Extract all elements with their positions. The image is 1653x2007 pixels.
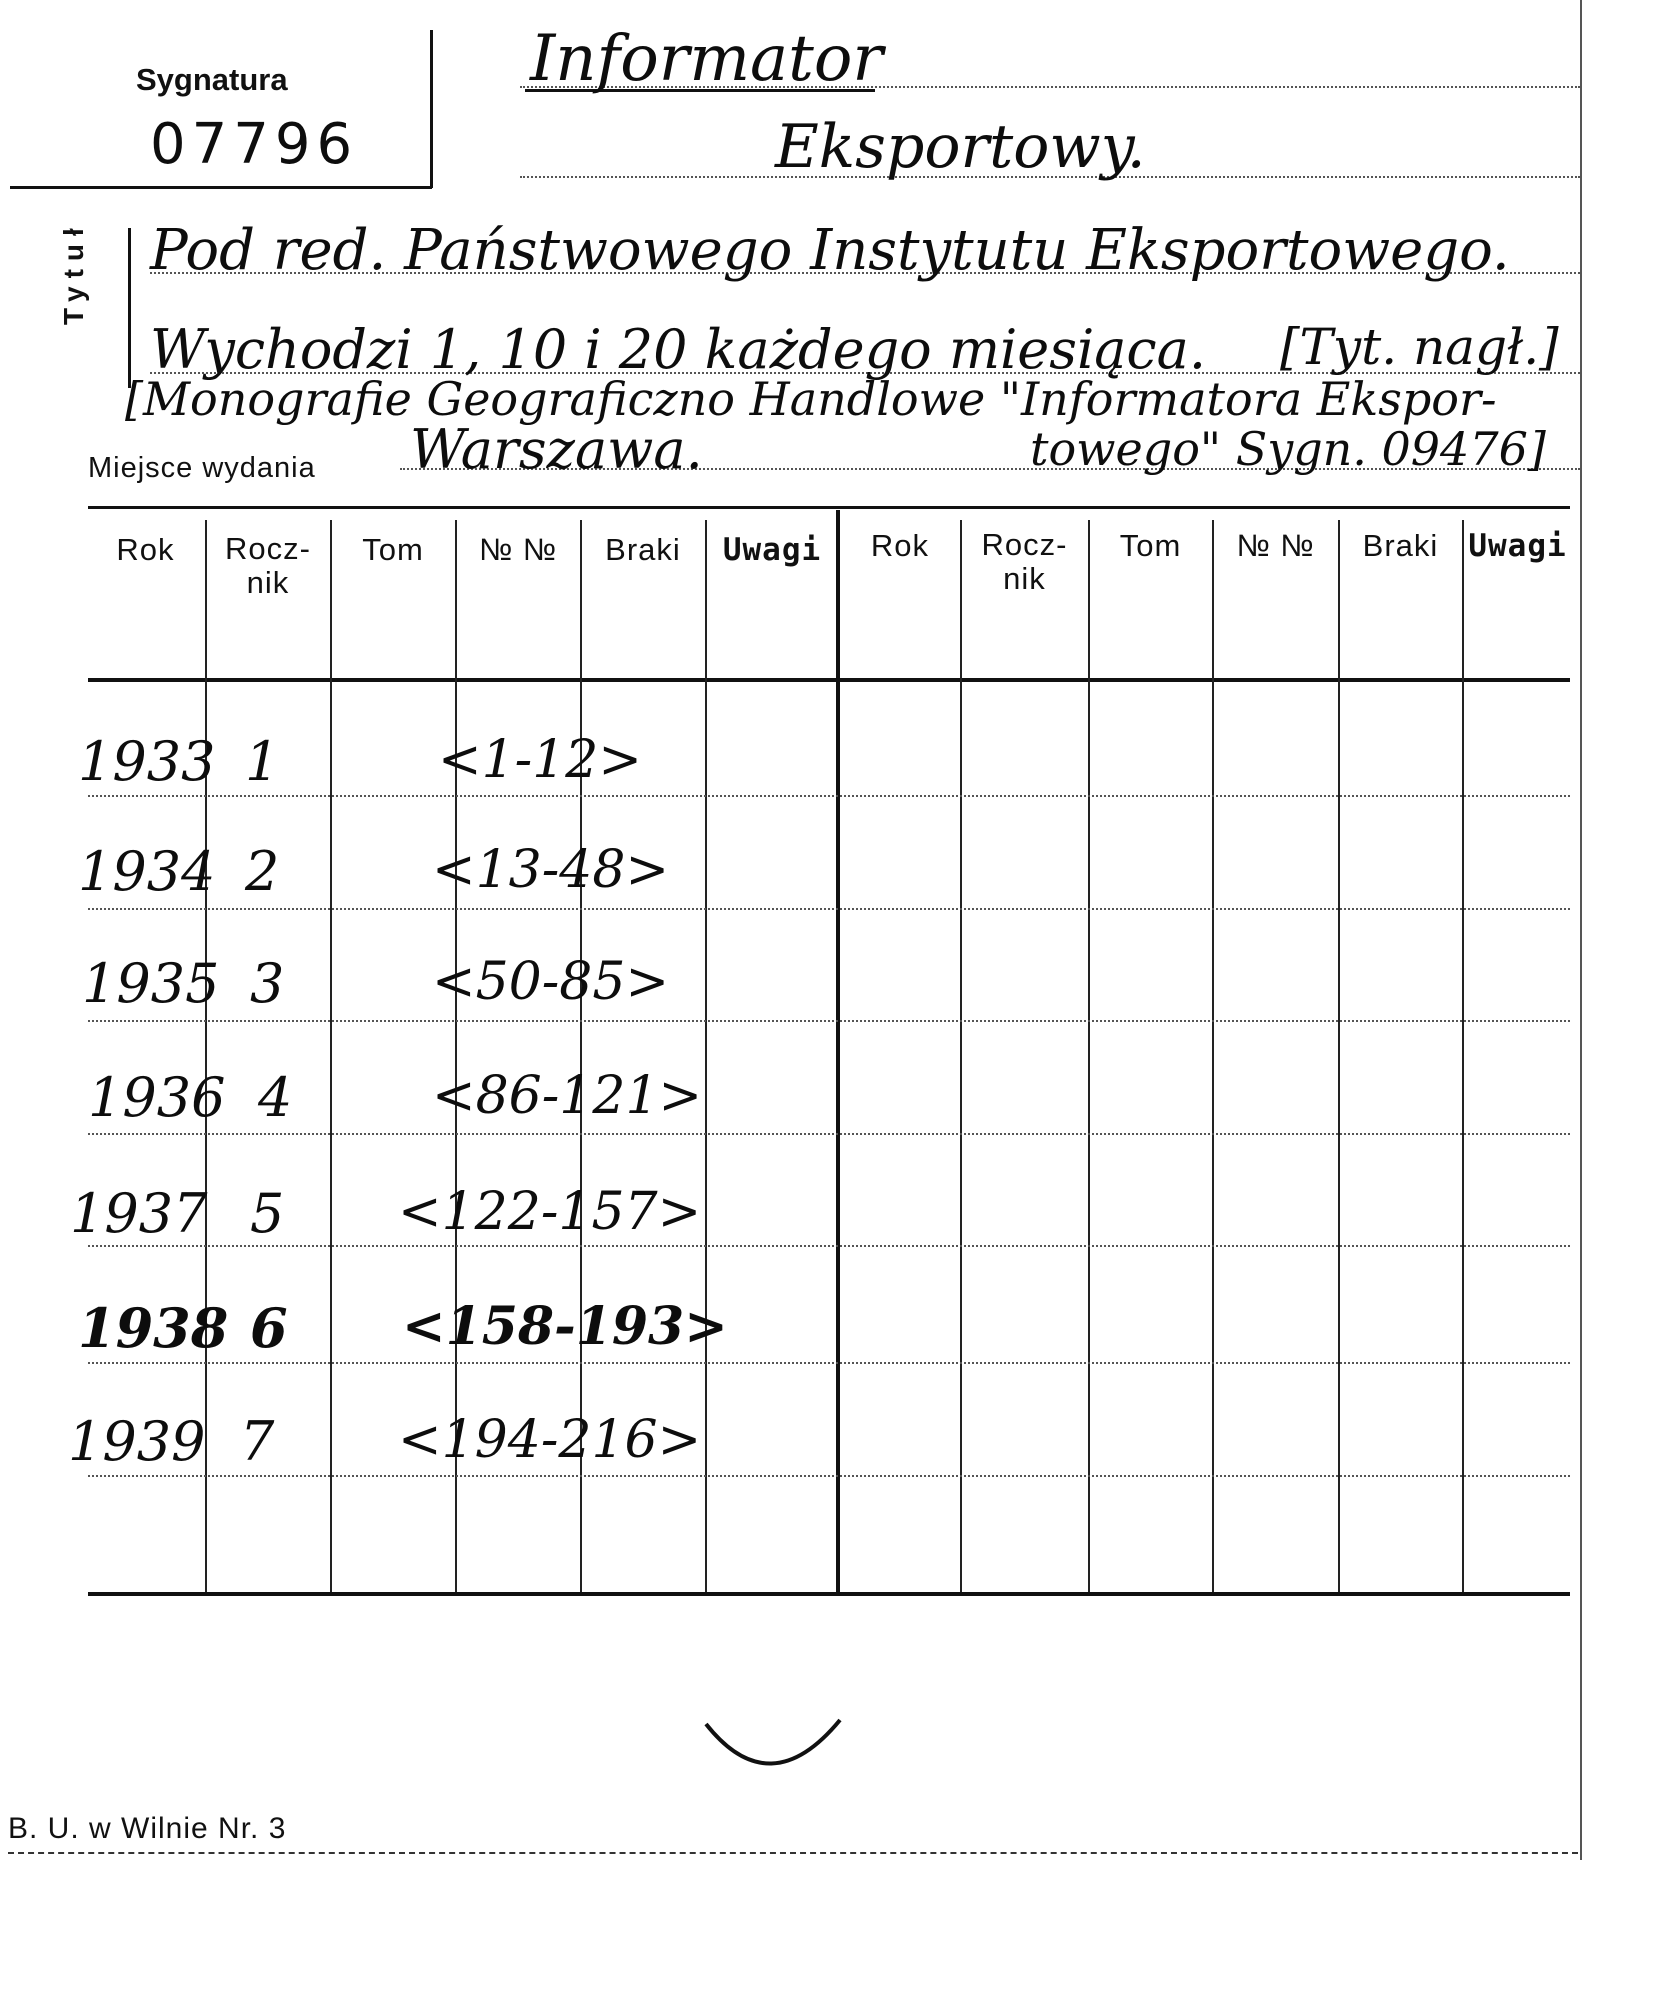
title-line-tyt-nagl: [Tyt. nagł.] [1280, 318, 1559, 376]
row-1-rok: 1933 [78, 730, 216, 793]
miejsce-label: Miejsce wydania [88, 452, 316, 484]
footer-text: B. U. w Wilnie Nr. 3 [8, 1812, 287, 1845]
footer-line [8, 1852, 1578, 1854]
header-tom-2: Tom [1119, 528, 1182, 563]
header-rocznik-2: Rocz- nik [981, 527, 1068, 596]
table-bottom-rule [88, 1592, 1570, 1596]
row-3-rok: 1935 [82, 952, 220, 1015]
row-4-rocznik: 4 [258, 1066, 293, 1129]
row-7-rok: 1939 [68, 1410, 206, 1473]
row-2-rok: 1934 [78, 840, 216, 903]
title-line2: Eksportowy. [775, 112, 1146, 182]
row-5-rok: 1937 [70, 1182, 208, 1245]
header-rok: Rok [116, 532, 175, 567]
col-sep [1338, 520, 1340, 1592]
punch-hole-mark [700, 1710, 850, 1790]
title-line-sygn: towego" Sygn. 09476] [1030, 422, 1546, 476]
row-line [88, 1475, 1570, 1477]
tytul-label: Tytuł [58, 220, 89, 325]
title-line-monografie: [Monografie Geograficzno Handlowe "Informatora Ekspor- [125, 372, 1497, 426]
row-line [88, 1245, 1570, 1247]
table-header-rule [88, 678, 1570, 682]
row-1-rocznik: 1 [245, 730, 280, 793]
sygnatura-value: 07796 [150, 112, 359, 177]
col-sep [1462, 520, 1464, 1592]
row-7-numery: <194-216> [398, 1410, 702, 1470]
row-line [88, 1133, 1570, 1135]
col-sep [1212, 520, 1214, 1592]
sygnatura-box-right [430, 30, 433, 188]
row-line [88, 1362, 1570, 1364]
sygnatura-label: Sygnatura [136, 62, 288, 97]
table-center-divider [836, 510, 840, 1592]
tytul-bracket [128, 228, 131, 388]
header-rok-2: Rok [870, 528, 930, 563]
row-6-numery: <158-193> [402, 1296, 728, 1357]
col-sep [960, 520, 962, 1592]
header-braki-2: Braki [1362, 528, 1439, 563]
card-right-edge [1580, 0, 1582, 1860]
header-numery-2: № № [1236, 528, 1315, 563]
row-line [88, 1020, 1570, 1022]
row-7-rocznik: 7 [240, 1410, 275, 1473]
header-uwagi: Uwagi [722, 532, 822, 568]
row-5-rocznik: 5 [250, 1182, 285, 1245]
row-1-numery: <1-12> [438, 730, 642, 790]
col-sep [1088, 520, 1090, 1592]
sygnatura-box-bottom [10, 186, 432, 189]
title-line-wychodzi: Wychodzi 1, 10 i 20 każdego miesiąca. [150, 318, 1207, 381]
header-uwagi-2: Uwagi [1468, 528, 1567, 564]
row-line [88, 908, 1570, 910]
row-5-numery: <122-157> [398, 1182, 702, 1242]
col-sep [330, 520, 332, 1592]
col-sep [705, 520, 707, 1592]
row-4-rok: 1936 [88, 1066, 226, 1129]
header-rocznik: Rocz- nik [225, 531, 311, 600]
row-6-rocznik: 6 [250, 1296, 288, 1360]
row-3-rocznik: 3 [250, 952, 285, 1015]
table-top-rule [88, 506, 1570, 509]
header-numery: № № [478, 532, 558, 567]
title-line-redakcja: Pod red. Państwowego Instytutu Eksportowego. [150, 218, 1510, 283]
row-6-rok: 1938 [78, 1296, 229, 1360]
title-line1: Informator [530, 22, 883, 96]
row-2-rocznik: 2 [245, 840, 280, 903]
row-3-numery: <50-85> [432, 952, 670, 1012]
header-tom: Tom [362, 532, 424, 567]
row-line [88, 795, 1570, 797]
miejsce-value: Warszawa. [410, 418, 703, 481]
row-2-numery: <13-48> [432, 840, 670, 900]
header-braki: Braki [605, 532, 681, 567]
row-4-numery: <86-121> [432, 1066, 703, 1126]
